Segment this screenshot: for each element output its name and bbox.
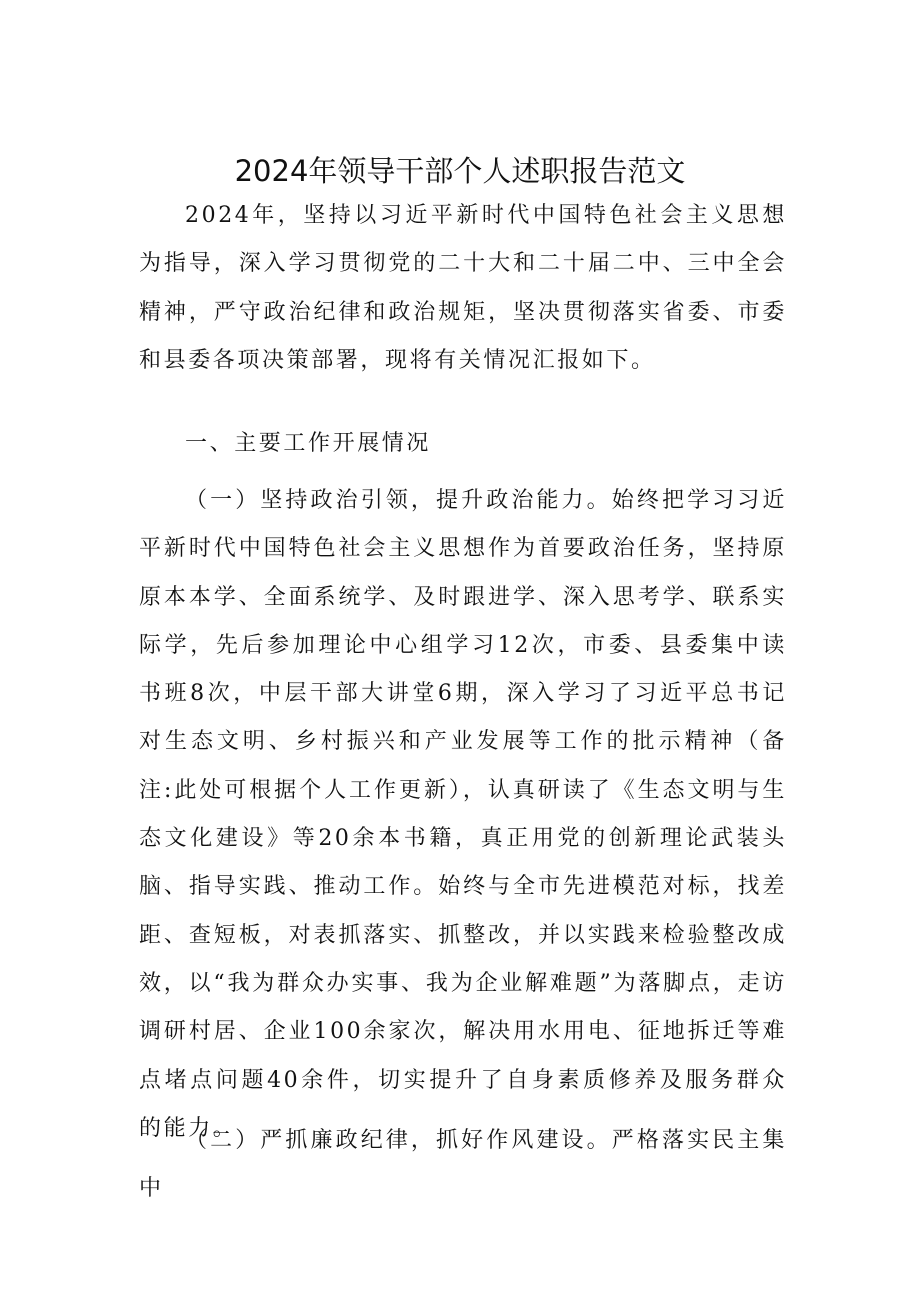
section-heading: 一、主要工作开展情况 xyxy=(185,431,432,456)
paragraph-discipline: （二）严抓廉政纪律，抓好作风建设。严格落实民主集中 xyxy=(139,1128,787,1202)
intro-paragraph: 2024年，坚持以习近平新时代中国特色社会主义思想为指导，深入学习贯彻党的二十大和二十届二中、三中全会精神，严守政治纪律和政治规矩，坚决贯彻落实省委、市委和县委各项决策部署，现将有关情况汇报如下。 xyxy=(139,203,787,373)
paragraph-political-leadership: （一）坚持政治引领，提升政治能力。始终把学习习近平新时代中国特色社会主义思想作为首要政治任务，坚持原原本本学、全面系统学、及时跟进学、深入思考学、联系实际学，先后参加理论中心组学习12次，市委、县委集中读书班8次，中层干部大讲堂6期，深入学习了习近平总书记对生态文明、乡村振兴和产业发展等工作的批示精神（备注:此处可根据个人工作更新），认真研读了《生态文明与生态文化建设》等20余本书籍，真正用党的创新理论武装头脑、指导实践、推动工作。始终与全市先进模范对标，找差距、查短板，对表抓落实、抓整改，并以实践来检验整改成效，以“我为群众办实事、我为企业解难题”为落脚点，走访调研村居、企业100余家次，解决用水用电、征地拆迁等难点堵点问题40余件，切实提升了自身素质修养及服务群众的能力。 xyxy=(139,488,787,1141)
document-title: 2024年领导干部个人述职报告范文 xyxy=(234,154,686,188)
